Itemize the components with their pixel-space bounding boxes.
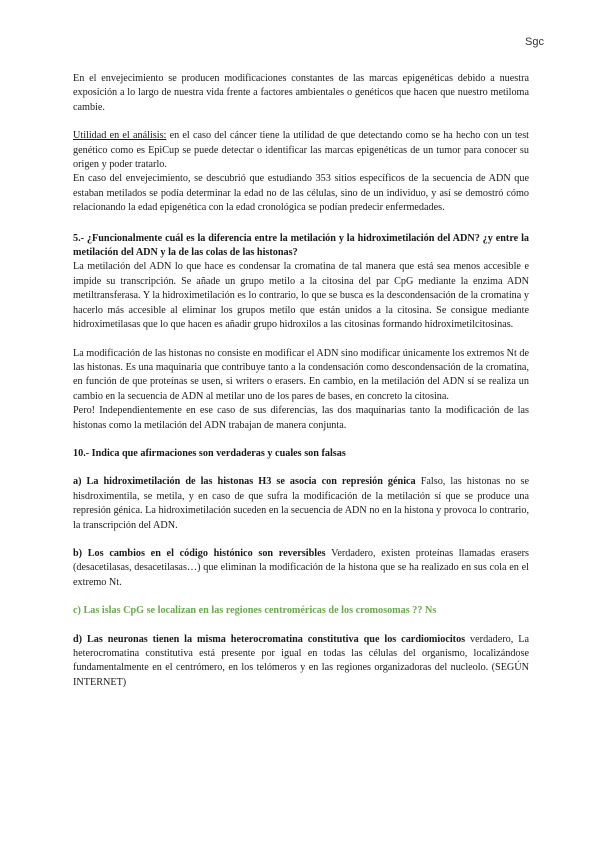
- answer-a-text: Falso, las histonas no se hisdroximentila, se metila, y en caso de que sufra la modificación de la metilación sí que se produce una represión génica. La hidroximetilación suceden en la secuencia de ADN no en la histona y provoca lo contrario, la transcripción del ADN.: [73, 476, 529, 531]
- aging-detail-paragraph: En caso del envejecimiento, se descubrió que estudiando 353 sitios específicos de la secuencia de ADN que estaban metilados se podía determinar la edad no de las células, sino de un individuo, y así se demostró cómo relacionando la edad epigenética con la edad cronológica se podían predecir enfermedades.: [73, 173, 529, 214]
- answer-a-title: a) La hidroximetilación de las histonas H3 se asocia con represión génica: [73, 476, 416, 488]
- utility-text: en el caso del cáncer tiene la utilidad de que detectando como se ha hecho con un test genético como es EpiCup se puede detectar o identificar las marcas epigenéticas de un tumor para conocer su origen y poder tratarlo.: [73, 130, 529, 171]
- answer-b-title: b) Los cambios en el código histónico son reversibles: [73, 547, 326, 559]
- aging-paragraph: En el envejecimiento se producen modificaciones constantes de las marcas epigenéticas debido a nuestra exposición a lo largo de nuestra vida frente a factores ambientales o genéticos que hacen que nuestro metiloma cambie.: [73, 73, 529, 113]
- question-5-paragraph-3: Pero! Independientemente en ese caso de sus diferencias, las dos maquinarias tanto la modificación de las histonas como la metilación del ADN trabajan de manera conjunta.: [73, 405, 529, 431]
- question-5-paragraph-2: La modificación de las histonas no consiste en modificar el ADN sino modificar únicamente los extremos Nt de las histonas. Es una maquinaria que contribuye tanto a la condensación como descondensación de la cromatina, en función de que proteínas se usen, si writers o erasers. En cambio, en la metilación del ADN sí se realiza un cambio en la secuencia de ADN al metilar uno de los pares de bases, en concreto la citosina.: [73, 347, 529, 402]
- answer-a: [73, 475, 529, 533]
- utility-paragraph: [73, 129, 529, 172]
- page-header-label: Sgc: [525, 36, 544, 48]
- utility-label: Utilidad en el análisis:: [73, 130, 167, 142]
- question-5-paragraph-1: La metilación del ADN lo que hace es condensar la cromatina de tal manera que está sea menos accesible e impide su transcripción. Se añade un grupo metilo a la citosina del par CpG mediante la enzima ADN metiltransferasa. Y la hidroximetilación es lo contrario, lo que se busca es la descondensación de la cromatina y hacerlo más accesible al eliminar los grupos metilo que están unidos a la citosina. Se consigue mediante hidroximetilasas que lo que hacen es añadir grupo hidroxilos a las citosinas formando hidroximetilcitosinas.: [73, 261, 529, 331]
- document-body: [73, 72, 529, 690]
- answer-d-text: verdadero, La heterocromatina constitutiva está presente por igual en todas las células del organismo, localizándose fundamentalmente en el centrómero, en los telómeros y en las regiones organizadoras del nucleolo. (SEGÚN INTERNET): [73, 633, 529, 688]
- answer-b-text: Verdadero, existen proteínas llamadas erasers (desacetilasas, desacetilasas…) que eliminan la modificación de la histona que se ha realizado en sus cola en el extremo Nt.: [73, 547, 529, 588]
- answer-b: [73, 547, 529, 590]
- answer-d: [73, 633, 529, 691]
- answer-c: c) Las islas CpG se localizan en las regiones centroméricas de los cromosomas ?? Ns: [73, 605, 437, 617]
- answer-d-title: d) Las neuronas tienen la misma heterocromatina constitutiva que los cardiomiocitos: [73, 633, 466, 645]
- question-10-title: 10.- Indica que afirmaciones son verdaderas y cuales son falsas: [73, 447, 346, 459]
- question-5-title: 5.- ¿Funcionalmente cuál es la diferencia entre la metilación y la hidroximetilación del ADN? ¿y entre la metilación del ADN y la de las colas de las histonas?: [73, 232, 529, 259]
